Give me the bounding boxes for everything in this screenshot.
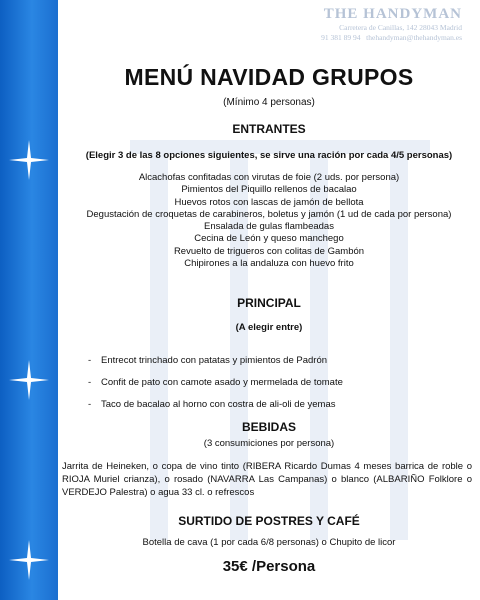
list-item-text: Taco de bacalao al horno con costra de ali-oli de yemas — [101, 399, 336, 410]
list-item: Degustación de croquetas de carabineros, boletus y jamón (1 ud de cada por persona) — [86, 208, 452, 220]
bebidas-text: Jarrita de Heineken, o copa de vino tinto (RIBERA Ricardo Dumas 4 meses barrica de roble o RIOJA Muriel crianza), o rosado (NAVARRA Las Campanas) o blanco (ALBARIÑO Folklore o VERDEJO Palestra) o agua 33 cl. o refrescos — [62, 461, 472, 498]
list-item-text: Confit de pato con camote asado y mermelada de tomate — [101, 377, 343, 388]
restaurant-address: Carretera de Canillas, 142 28043 Madrid — [339, 23, 462, 32]
sparkle-star-icon — [9, 140, 49, 180]
list-item: Cecina de León y queso manchego — [194, 233, 344, 245]
list-item-text: Entrecot trinchado con patatas y pimientos de Padrón — [101, 355, 328, 366]
restaurant-phone: 91 381 89 94 — [321, 33, 361, 42]
list-item: - Confit de pato con camote asado y mermelada de tomate — [88, 377, 343, 388]
list-item: Huevos rotos con lascas de jamón de bellota — [174, 196, 364, 208]
principal-note: (A elegir entre) — [235, 322, 303, 333]
sparkle-star-icon — [9, 360, 49, 400]
menu-subtitle: (Mínimo 4 personas) — [223, 97, 315, 108]
entrantes-list — [58, 172, 480, 270]
menu-title: MENÚ NAVIDAD GRUPOS — [124, 64, 414, 90]
principal-heading: PRINCIPAL — [237, 296, 301, 310]
list-item: Ensalada de gulas flambeadas — [204, 221, 334, 233]
postres-text: Botella de cava (1 por cada 6/8 personas) o Chupito de licor — [142, 537, 396, 548]
list-item: Alcachofas confitadas con virutas de foie (2 uds. por persona) — [138, 172, 400, 183]
entrantes-heading: ENTRANTES — [232, 122, 306, 136]
menu-price: 35€ /Persona — [222, 558, 316, 575]
list-item: - Taco de bacalao al horno con costra de ali-oli de yemas — [88, 399, 336, 410]
restaurant-logo: THE HANDYMAN — [323, 6, 462, 22]
restaurant-header — [282, 6, 462, 43]
postres-heading: SURTIDO DE POSTRES Y CAFÉ — [178, 514, 360, 528]
restaurant-contact — [282, 33, 462, 43]
bebidas-heading: BEBIDAS — [241, 420, 296, 434]
restaurant-email: thehandyman@thehandyman.es — [366, 33, 462, 42]
bebidas-note: (3 consumiciones por persona) — [203, 438, 335, 449]
entrantes-note: (Elegir 3 de las 8 opciones siguientes, se sirve una ración por cada 4/5 personas) — [85, 150, 453, 161]
decorative-sidebar — [0, 0, 58, 600]
list-item: - Entrecot trinchado con patatas y pimientos de Padrón — [88, 355, 328, 366]
sparkle-star-icon — [9, 540, 49, 580]
principal-list — [88, 355, 343, 421]
list-item: Chipirones a la andaluza con huevo frito — [184, 258, 354, 270]
list-item: Pimientos del Piquillo rellenos de bacalao — [181, 184, 357, 196]
list-item: Revuelto de trigueros con colitas de Gambón — [173, 245, 365, 257]
